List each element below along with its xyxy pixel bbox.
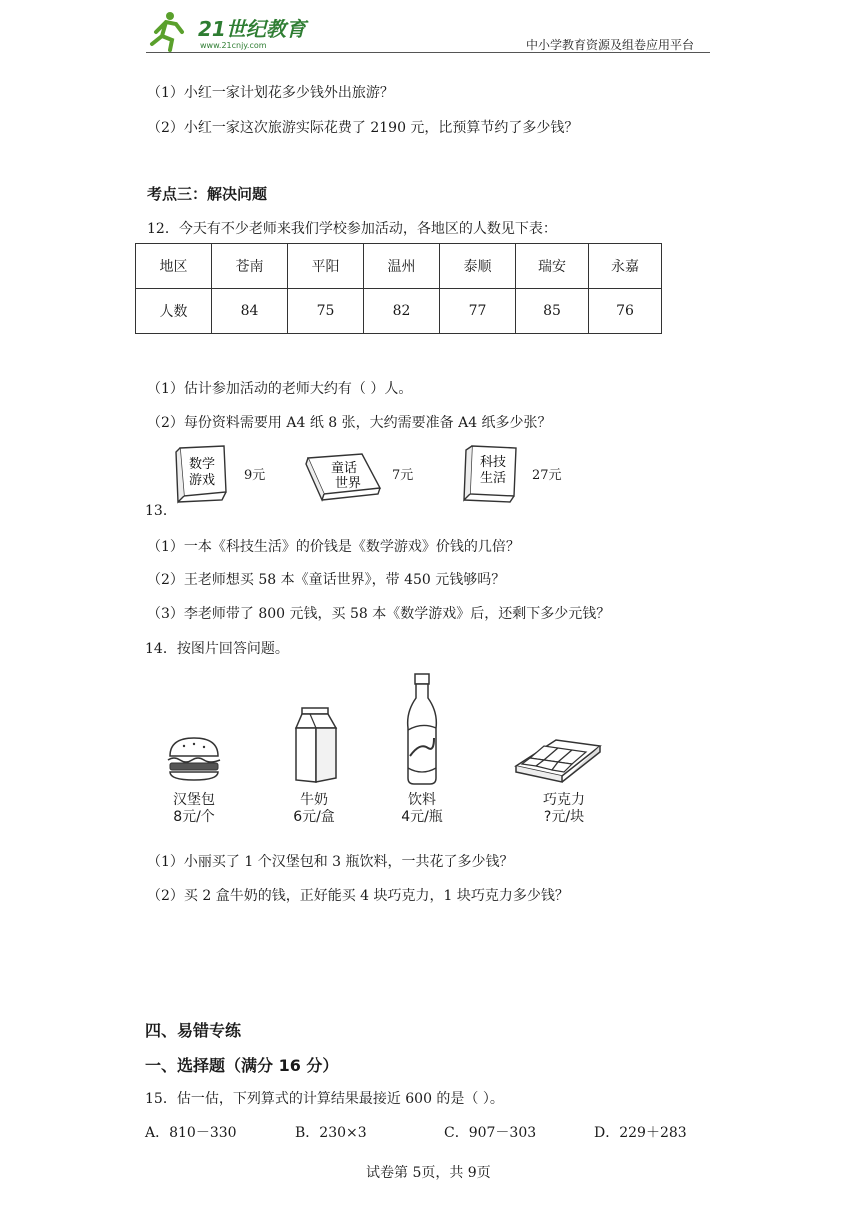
book-icon xyxy=(172,444,232,506)
region-count-table xyxy=(135,243,662,334)
q15-option-d: D．229＋283 xyxy=(594,1125,687,1141)
bottle-icon xyxy=(402,672,442,786)
table-cell: 温州 xyxy=(364,244,440,289)
book-price: 7元 xyxy=(392,468,414,483)
book-title-line1: 数学 xyxy=(188,457,216,472)
food-name: 饮料 xyxy=(408,792,436,808)
q11-sub2: （2）小红一家这次旅游实际花费了 2190 元，比预算节约了多少钱？ xyxy=(147,120,579,136)
table-cell: 地区 xyxy=(136,244,212,289)
food-name: 牛奶 xyxy=(300,792,328,808)
food-price: 4元/瓶 xyxy=(401,809,443,825)
food-price: ?元/块 xyxy=(543,809,585,825)
header-divider xyxy=(146,52,710,53)
table-cell: 泰顺 xyxy=(440,244,516,289)
table-cell: 苍南 xyxy=(212,244,288,289)
q12-sub1: （1）估计参加活动的老师大约有（ ）人。 xyxy=(147,381,413,397)
q12-sub2: （2）每份资料需要用 A4 纸 8 张，大约需要准备 A4 纸多少张？ xyxy=(147,415,552,431)
book-price: 9元 xyxy=(244,468,266,483)
book-icon xyxy=(302,452,384,502)
chocolate-icon xyxy=(512,736,604,784)
platform-name: 中小学教育资源及组卷应用平台 xyxy=(526,38,695,52)
section4-title: 四、易错专练 xyxy=(145,1021,242,1040)
food-name: 巧克力 xyxy=(543,792,585,808)
q15-option-a: A．810－330 xyxy=(145,1125,237,1141)
book-title-line1: 科技 xyxy=(479,455,507,470)
q15-option-b: B．230×3 xyxy=(295,1125,367,1141)
food-price: 6元/盒 xyxy=(293,809,335,825)
table-cell: 人数 xyxy=(136,289,212,334)
table-cell: 85 xyxy=(516,289,589,334)
table-cell: 82 xyxy=(364,289,440,334)
book-title-line2: 生活 xyxy=(479,471,507,486)
part1-title: 一、选择题（满分 16 分） xyxy=(145,1056,339,1075)
book-price: 27元 xyxy=(532,468,562,483)
q12-stem: 12．今天有不少老师来我们学校参加活动，各地区的人数见下表： xyxy=(147,221,557,237)
page-footer: 试卷第 5页，共 9页 xyxy=(366,1165,491,1181)
section3-title: 考点三：解决问题 xyxy=(147,185,268,203)
milk-carton-icon xyxy=(288,706,342,786)
book-title-line2: 世界 xyxy=(334,476,362,491)
q11-sub1: （1）小红一家计划花多少钱外出旅游？ xyxy=(147,85,394,101)
q14-sub2: （2）买 2 盒牛奶的钱，正好能买 4 块巧克力，1 块巧克力多少钱？ xyxy=(147,888,569,904)
q13-sub3: （3）李老师带了 800 元钱，买 58 本《数学游戏》后，还剩下多少元钱？ xyxy=(147,606,611,622)
site-logo xyxy=(148,10,328,54)
q13-sub1: （1）一本《科技生活》的价钱是《数学游戏》价钱的几倍？ xyxy=(147,539,520,555)
q14-sub1: （1）小丽买了 1 个汉堡包和 3 瓶饮料，一共花了多少钱？ xyxy=(147,854,514,870)
table-cell: 75 xyxy=(288,289,364,334)
book-title-line1: 童话 xyxy=(330,461,358,476)
table-cell: 永嘉 xyxy=(589,244,662,289)
q15-stem: 15．估一估，下列算式的计算结果最接近 600 的是（ ）。 xyxy=(145,1091,504,1107)
q15-option-c: C．907－303 xyxy=(444,1125,537,1141)
logo-main-text: 21世纪教育 xyxy=(198,17,306,41)
table-cell: 平阳 xyxy=(288,244,364,289)
table-cell: 瑞安 xyxy=(516,244,589,289)
food-name: 汉堡包 xyxy=(173,792,215,808)
food-price: 8元/个 xyxy=(173,809,215,825)
q14-stem: 14．按图片回答问题。 xyxy=(145,641,289,657)
table-cell: 76 xyxy=(589,289,662,334)
runner-icon xyxy=(152,12,182,50)
table-row xyxy=(136,244,662,289)
book-title-line2: 游戏 xyxy=(188,473,216,488)
hamburger-icon xyxy=(166,736,222,782)
table-cell: 84 xyxy=(212,289,288,334)
logo-sub-text: www.21cnjy.com xyxy=(200,41,267,50)
table-row xyxy=(136,289,662,334)
q13-number: 13． xyxy=(145,503,177,519)
table-cell: 77 xyxy=(440,289,516,334)
book-icon xyxy=(462,444,524,506)
q13-sub2: （2）王老师想买 58 本《童话世界》，带 450 元钱够吗？ xyxy=(147,572,506,588)
